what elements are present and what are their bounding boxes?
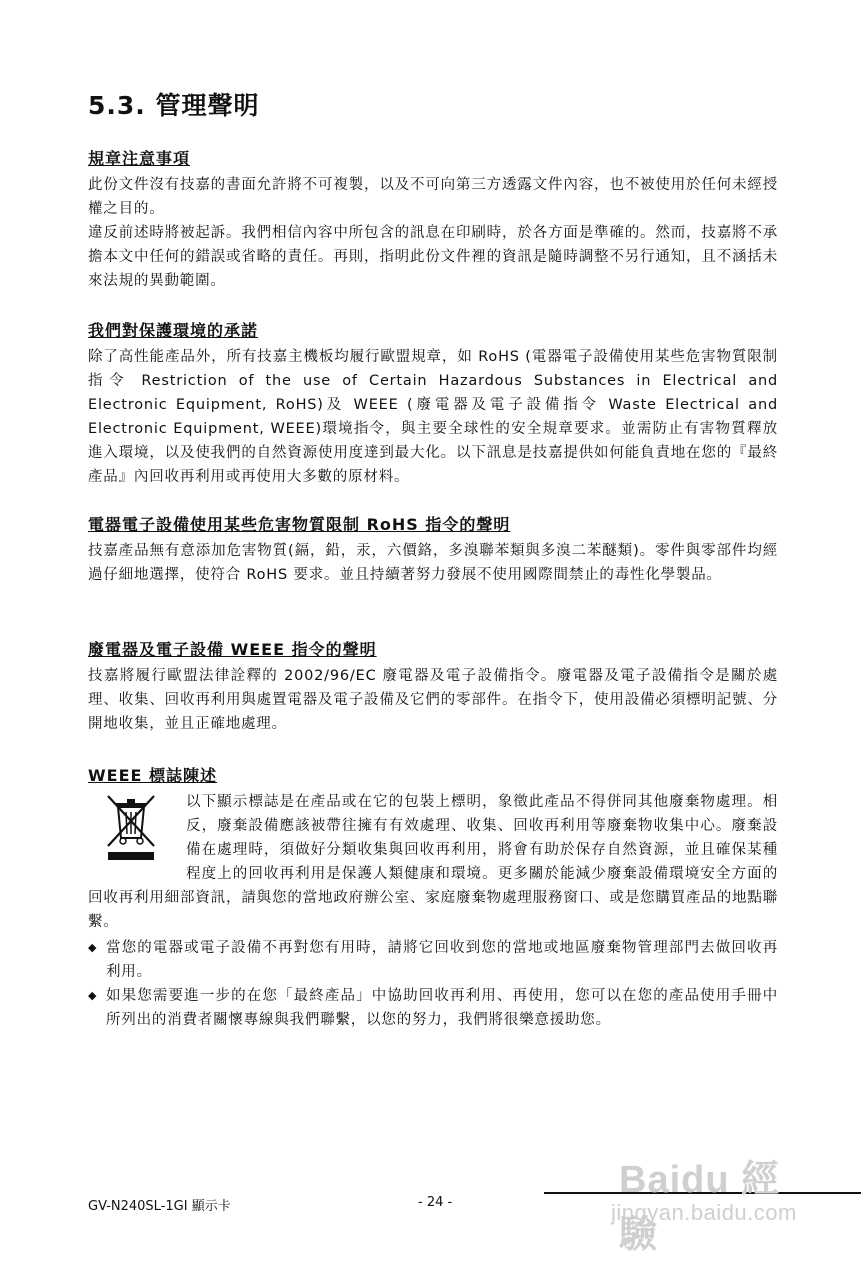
- list-item: [88, 984, 778, 1032]
- list-item: [88, 936, 778, 984]
- section-weee: [88, 637, 778, 736]
- baidu-watermark: [611, 1148, 811, 1256]
- footer-product-name: GV-N240SL-1GI 顯示卡: [88, 1199, 231, 1214]
- paragraph: 此份文件沒有技嘉的書面允許將不可複製，以及不可向第三方透露文件內容，也不被使用於任何未經授權之目的。: [88, 177, 778, 217]
- section-heading: 電器電子設備使用某些危害物質限制 RoHS 指令的聲明: [88, 515, 511, 534]
- crossed-out-wheelie-bin-icon: [100, 794, 162, 864]
- section-weee-mark: [88, 763, 778, 1032]
- section-heading: 我們對保護環境的承諾: [88, 321, 259, 340]
- watermark-brand: Baidu 經驗: [619, 1159, 781, 1256]
- paragraph: 違反前述時將被起訴。我們相信內容中所包含的訊息在印刷時，於各方面是準確的。然而，技嘉將不承擔本文中任何的錯誤或省略的責任。再則，指明此份文件裡的資訊是隨時調整不另行通知，且不涵括未來法規的異動範圍。: [88, 225, 778, 289]
- page-title: 5.3. 管理聲明: [88, 91, 260, 120]
- diamond-bullet-icon: ◆: [88, 989, 98, 1002]
- section-rohs: [88, 512, 778, 587]
- bullet-list: [88, 936, 778, 1032]
- section-environment: [88, 318, 778, 489]
- list-item-text: 當您的電器或電子設備不再對您有用時，請將它回收到您的當地或地區廢棄物管理部門去做回收再利用。: [106, 940, 778, 980]
- section-heading: WEEE 標誌陳述: [88, 766, 218, 785]
- section-regulation: [88, 146, 778, 293]
- list-item-text: 如果您需要進一步的在您「最終產品」中協助回收再利用、再使用，您可以在您的產品使用手冊中所列出的消費者關懷專線與我們聯繫，以您的努力，我們將很樂意援助您。: [106, 988, 778, 1028]
- diamond-bullet-icon: ◆: [88, 941, 98, 954]
- paragraph: 除了高性能產品外，所有技嘉主機板均履行歐盟規章，如 RoHS (電器電子設備使用某些危害物質限制指令 Restriction of the use of Certain Hazardous Substances in Electrical and Electronic Equipment, RoHS)及 WEEE (廢電器及電子設備指令 Waste Electrical and Electronic Equipment, WEEE)環境指令，與主要全球性的安全規章要求。並需防止有害物質釋放進入環境，以及使我們的自然資源使用度達到最大化。以下訊息是技嘉提供如何能負責地在您的『最終產品』內回收再利用或再使用大多數的原材料。: [88, 349, 778, 485]
- section-heading: 廢電器及電子設備 WEEE 指令的聲明: [88, 640, 377, 659]
- paragraph: 技嘉將履行歐盟法律詮釋的 2002/96/EC 廢電器及電子設備指令。廢電器及電子設備指令是關於處理、收集、回收再利用與處置電器及電子設備及它們的零部件。在指令下，使用設備必須標明記號、分開地收集，並且正確地處理。: [88, 668, 778, 732]
- page-number: - 24 -: [418, 1195, 453, 1210]
- watermark-url: jingyan.baidu.com: [611, 1200, 797, 1225]
- section-heading: 規章注意事項: [88, 149, 191, 168]
- paragraph: 技嘉產品無有意添加危害物質(鎘，鉛，汞，六價鉻，多溴聯苯類與多溴二苯醚類)。零件與零部件均經過仔細地選擇，使符合 RoHS 要求。並且持續著努力發展不使用國際間禁止的毒性化學製品。: [88, 543, 778, 583]
- paragraph: 以下顯示標誌是在產品或在它的包裝上標明，象徵此產品不得併同其他廢棄物處理。相反，廢棄設備應該被帶往擁有有效處理、收集、回收再利用等廢棄物收集中心。廢棄設備在處理時，須做好分類收集與回收再利用，將會有助於保存自然資源，並且確保某種程度上的回收再利用是保護人類健康和環境。更多關於能減少廢棄設備環境安全方面的回收再利用細部資訊，請與您的當地政府辦公室、家庭廢棄物處理服務窗口、或是您購買產品的地點聯繫。: [88, 794, 778, 930]
